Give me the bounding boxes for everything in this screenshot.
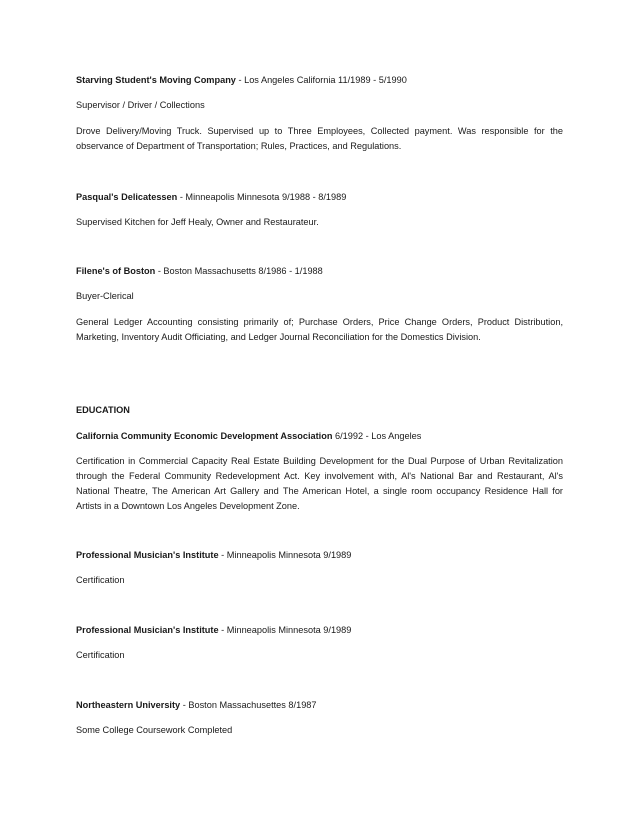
school-heading <box>76 429 563 444</box>
job-role: Buyer-Clerical <box>76 291 134 301</box>
job-description: Drove Delivery/Moving Truck. Supervised up to Three Employees, Collected payment. Was responsible for the observance of Department of Transportation; Rules, Practices, and Regulations. <box>76 126 563 151</box>
employer-name: Pasqual's Delicatessen <box>76 192 178 202</box>
school-description: Certification in Commercial Capacity Real Estate Building Development for the Dual Purpose of Urban Revitalization through the Federal Community Redevelopment Act. Key involvement with, Al's National Bar and Restaurant, Al's National Theatre, The American Art Gallery and The American Hotel, a single room occupancy Residence Hall for Artists in a Downtown Los Angeles Development Zone. <box>76 456 563 511</box>
school-description: Certification <box>76 575 125 585</box>
job-location-dates: - Boston Massachusetts 8/1986 - 1/1988 <box>155 266 323 276</box>
school-name: Professional Musician's Institute <box>76 550 219 560</box>
school-heading <box>76 698 563 713</box>
school-heading <box>76 548 563 563</box>
job-heading <box>76 73 563 88</box>
school-dates-location: - Minneapolis Minnesota 9/1989 <box>218 625 352 635</box>
school-description: Some College Coursework Completed <box>76 725 233 735</box>
school-name: Professional Musician's Institute <box>76 625 219 635</box>
job-description: General Ledger Accounting consisting primarily of; Purchase Orders, Price Change Orders, Product Distribution, Marketing, Inventory Audit Officiating, and Ledger Journal Reconciliation for the Domestics Division. <box>76 317 563 342</box>
school-heading <box>76 623 563 638</box>
resume-page <box>76 0 563 826</box>
school-description: Certification <box>76 650 125 660</box>
job-location-dates: - Los Angeles California 11/1989 - 5/1990 <box>235 75 407 85</box>
employer-name: Filene's of Boston <box>76 266 156 276</box>
job-role: Supervisor / Driver / Collections <box>76 100 205 110</box>
section-heading-education: EDUCATION <box>76 405 130 415</box>
employer-name: Starving Student's Moving Company <box>76 75 236 85</box>
school-name: California Community Economic Development Association <box>76 431 333 441</box>
school-dates-location: - Boston Massachusettes 8/1987 <box>180 700 317 710</box>
school-name: Northeastern University <box>76 700 181 710</box>
job-location-dates: - Minneapolis Minnesota 9/1988 - 8/1989 <box>177 192 347 202</box>
school-dates-location: - Minneapolis Minnesota 9/1989 <box>218 550 352 560</box>
job-heading <box>76 264 563 279</box>
job-heading <box>76 190 563 205</box>
school-dates-location: 6/1992 - Los Angeles <box>332 431 422 441</box>
job-description: Supervised Kitchen for Jeff Healy, Owner and Restaurateur. <box>76 217 319 227</box>
